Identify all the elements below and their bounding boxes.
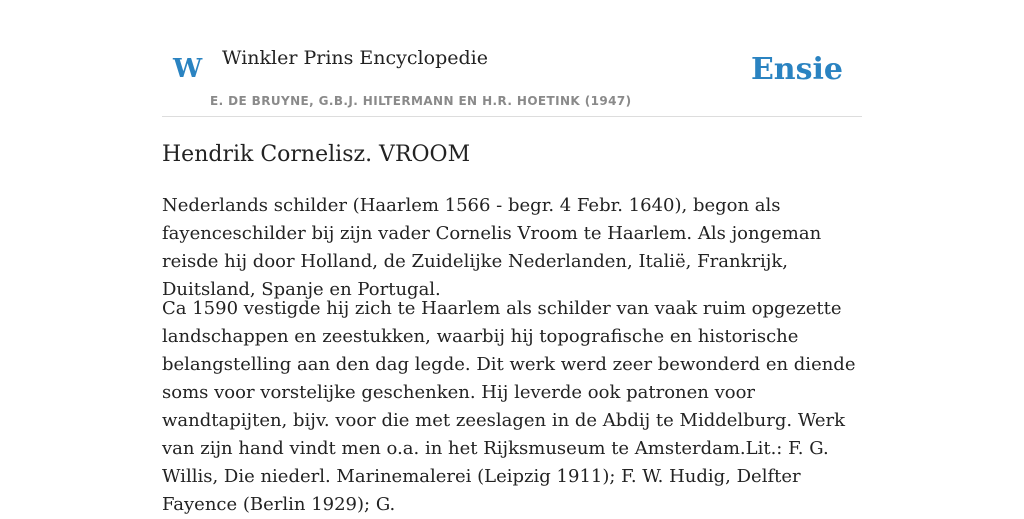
- article-paragraph-2: Ca 1590 vestigde hij zich te Haarlem als schilder van vaak ruim opgezette landschappen en zeestukken, waarbij hij topografische en historische belangstelling aan den dag legde. Dit werk werd zeer bewonderd en diende soms voor vorstelijke geschenken. Hij leverde ook patronen voor wandtapijten, bijv. voor die met zeeslagen in de Abdij te Middelburg. Werk van zijn hand vindt men o.a. in het Rijksmuseum te Amsterdam.Lit.: F. G. Willis, Die niederl. Marinemalerei (Leipzig 1911); F. W. Hudig, Delfter Fayence (Berlin 1929); G.: [162, 298, 856, 515]
- article-paragraph-1: Nederlands schilder (Haarlem 1566 - begr. 4 Febr. 1640), begon als fayenceschilder bij zijn vader Cornelis Vroom te Haarlem. Als jongeman reisde hij door Holland, de Zuidelijke Nederlanden, Italië, Frankrijk, Duitsland, Spanje en Portugal.: [162, 195, 822, 300]
- site-title[interactable]: Winkler Prins Encyclopedie: [222, 47, 488, 69]
- article-title: Hendrik Cornelisz. VROOM: [162, 142, 471, 167]
- winkler-prins-logo[interactable]: W: [173, 54, 203, 84]
- authors-line: E. DE BRUYNE, G.B.J. HILTERMANN EN H.R. HOETINK (1947): [210, 94, 632, 108]
- site-header: [162, 0, 862, 117]
- ensie-logo[interactable]: Ensie: [750, 52, 843, 87]
- page: [162, 0, 862, 515]
